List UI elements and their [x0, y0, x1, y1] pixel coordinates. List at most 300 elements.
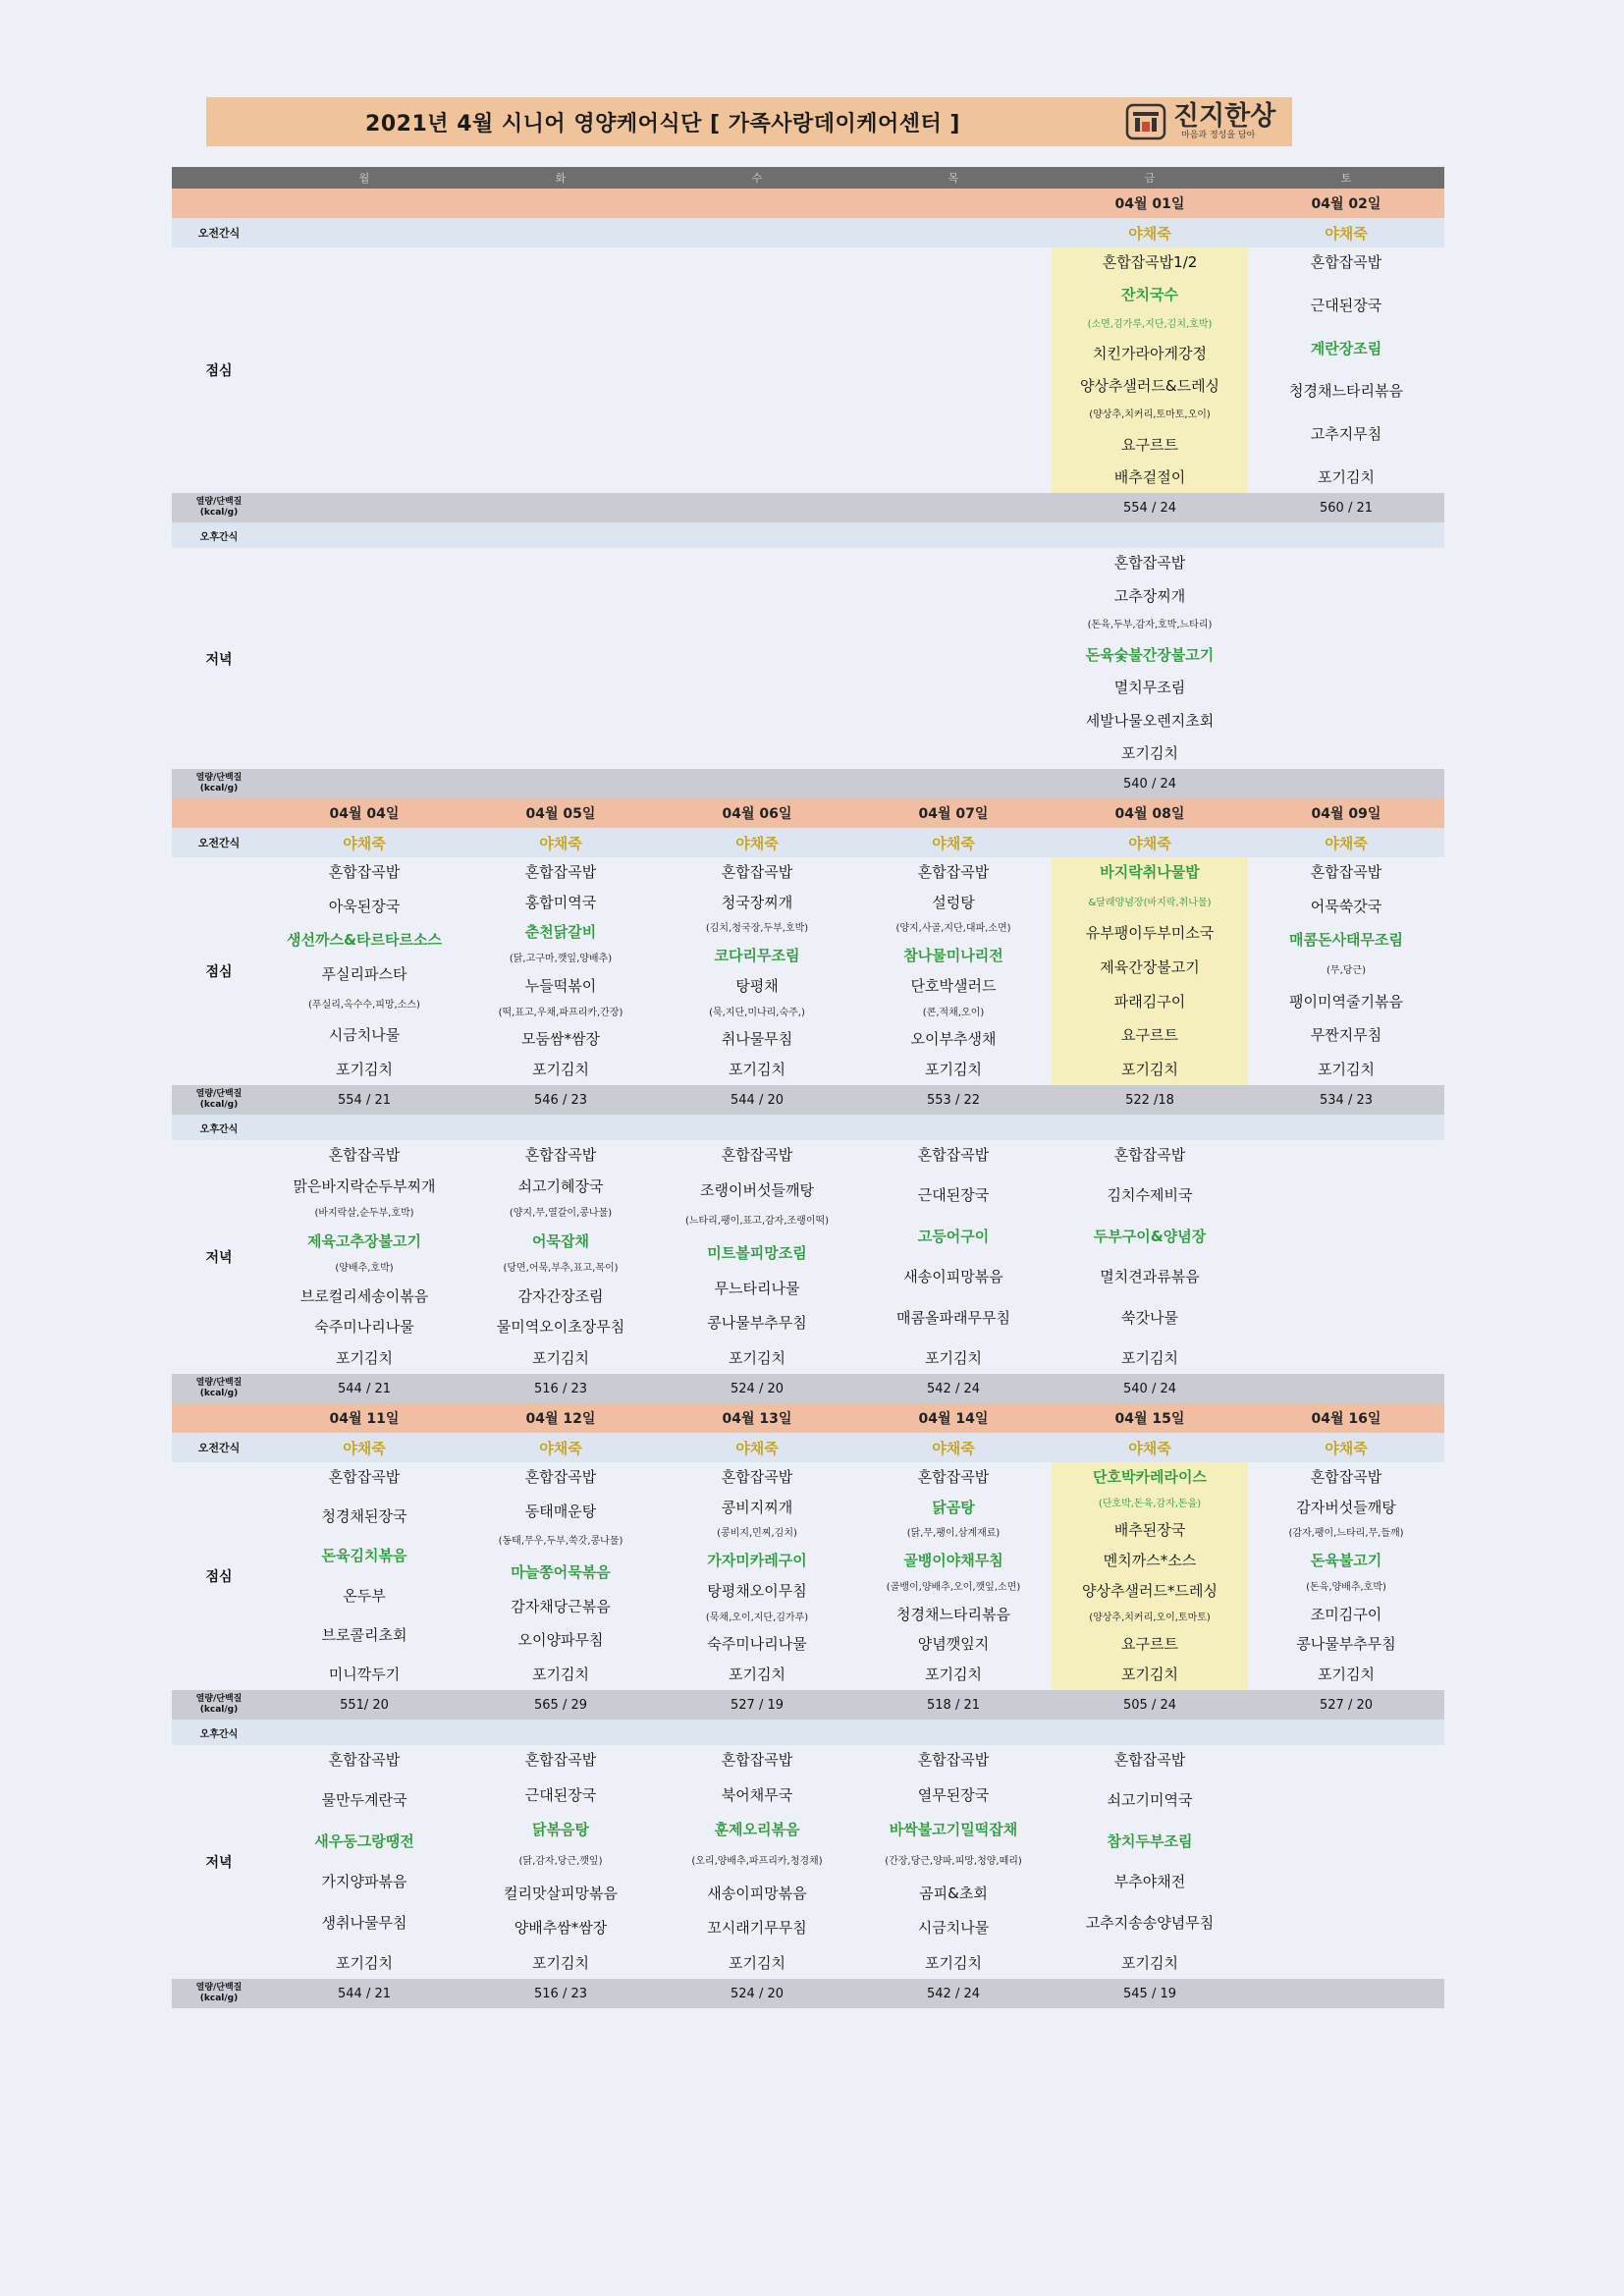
menu-item: 혼합잡곡밥	[917, 1751, 990, 1769]
menu-item: 생취나물무침	[321, 1913, 407, 1932]
dinner-menu	[266, 548, 462, 769]
kcal-cell: 516 / 23	[462, 1374, 659, 1403]
menu-item: 두부구이&양념장	[1093, 1227, 1207, 1245]
menu-item: 멘치까스*소스	[1103, 1552, 1197, 1570]
menu-item: 코다리무조림	[714, 947, 800, 965]
menu-item: 계란장조림	[1310, 339, 1382, 357]
kcal-cell	[855, 769, 1052, 798]
am-snack-cell	[855, 218, 1052, 247]
menu-item: 혼합잡곡밥	[721, 1751, 793, 1769]
pm-snack-cell	[1052, 522, 1248, 548]
menu-item: 북어채무국	[721, 1785, 793, 1804]
dinner-cell	[462, 548, 659, 769]
date-cell	[659, 189, 855, 218]
lunch-cell	[855, 1462, 1052, 1690]
menu-item: 가자미카레구이	[707, 1552, 807, 1570]
date-row	[172, 798, 1444, 828]
kcal-label	[172, 493, 266, 522]
lunch-cell	[462, 247, 659, 493]
kcal-cell: 518 / 21	[855, 1690, 1052, 1720]
menu-item: 바싹불고기밀떡잡채	[889, 1821, 1018, 1839]
lunch-cell	[266, 1462, 462, 1690]
lunch-row	[172, 1462, 1444, 1690]
lunch-row	[172, 247, 1444, 493]
kcal-label-line2: (kcal/g)	[199, 784, 239, 793]
kcal-cell: 540 / 24	[1052, 1374, 1248, 1403]
menu-item: 매콤올파래무무침	[896, 1308, 1010, 1327]
menu-item: 멸치무조림	[1113, 679, 1186, 696]
logo	[1114, 97, 1292, 146]
pm-snack-cell	[266, 1720, 462, 1745]
lunch-cell	[1248, 1462, 1444, 1690]
menu-item: 물미역오이초장무침	[496, 1318, 625, 1337]
menu-item: 시금치나물	[917, 1919, 990, 1938]
kcal-cell	[855, 493, 1052, 522]
menu-item: 탕평채	[735, 976, 779, 995]
menu-item: 새송이피망볶음	[707, 1884, 807, 1902]
pm-snack-cell	[266, 1115, 462, 1140]
lunch-menu	[1248, 247, 1444, 493]
menu-item: (묵,지단,미나리,숙주,)	[709, 1007, 805, 1018]
menu-item: 쇠고기혜장국	[517, 1176, 604, 1195]
weekday-3: 목	[855, 167, 1052, 189]
menu-item: (양지,무,열갈이,콩나물)	[509, 1208, 613, 1220]
menu-item: 배추겉절이	[1113, 467, 1186, 486]
lunch-menu	[462, 857, 659, 1085]
dinner-label: 저녁	[205, 1250, 233, 1266]
kcal-cell: 542 / 24	[855, 1979, 1052, 2008]
dinner-menu	[462, 1745, 659, 1979]
dinner-menu	[659, 548, 855, 769]
lunch-menu	[1052, 1462, 1248, 1690]
lunch-menu	[855, 247, 1052, 493]
date-cell: 04월 09일	[1248, 798, 1444, 828]
menu-item: 돈육김치볶음	[321, 1547, 407, 1565]
menu-item: 제육간장불고기	[1100, 957, 1200, 976]
weekday-5: 토	[1248, 167, 1444, 189]
kcal-label-line1: 열량/단백질	[195, 773, 243, 783]
menu-item: 고추지송송양념무침	[1085, 1913, 1215, 1932]
menu-item: (떡,표고,우채,파프리카,간장)	[498, 1007, 623, 1018]
menu-item: 포기김치	[532, 1953, 589, 1972]
date-cell: 04월 15일	[1052, 1403, 1248, 1433]
menu-item: 곰피&초회	[919, 1884, 988, 1902]
menu-item: 양배추쌈*쌈장	[514, 1919, 608, 1938]
kcal-cell: 524 / 20	[659, 1979, 855, 2008]
dinner-menu	[1248, 548, 1444, 769]
dinner-cell	[266, 1140, 462, 1374]
date-blank	[172, 189, 266, 218]
kcal-cell: 554 / 24	[1052, 493, 1248, 522]
menu-item: 포기김치	[1121, 1953, 1178, 1972]
menu-item: 콩비지찌개	[721, 1498, 793, 1516]
menu-item: 오이부추생채	[910, 1030, 997, 1049]
menu-item: 누들떡볶이	[524, 976, 597, 995]
kcal-cell	[462, 769, 659, 798]
lunch-cell	[266, 247, 462, 493]
menu-item: 혼합잡곡밥	[524, 1751, 597, 1769]
menu-item: 부추야채전	[1113, 1873, 1186, 1891]
lunch-cell	[1248, 857, 1444, 1085]
menu-item: (동태,무우,두부,쑥갓,콩나물)	[498, 1536, 623, 1548]
menu-item: 혼합잡곡밥	[328, 1751, 401, 1769]
lunch-menu	[462, 247, 659, 493]
menu-item: 감자채당근볶음	[511, 1597, 611, 1615]
kcal-label	[172, 1979, 266, 2008]
menu-item: &달래양념장(바지락,취나물)	[1088, 897, 1212, 908]
menu-item: 고추지무침	[1310, 425, 1382, 444]
lunch-kcal-row	[172, 493, 1444, 522]
date-cell	[462, 189, 659, 218]
dinner-label: 저녁	[205, 651, 233, 668]
kcal-label	[172, 1374, 266, 1403]
date-cell: 04월 05일	[462, 798, 659, 828]
pm-snack-cell	[855, 1720, 1052, 1745]
dinner-menu	[659, 1745, 855, 1979]
menu-item: (김치,청국장,두부,호박)	[705, 923, 809, 935]
menu-item: 멸치견과류볶음	[1100, 1268, 1200, 1286]
am-snack-row	[172, 218, 1444, 247]
kcal-label	[172, 1690, 266, 1720]
pm-snack-cell	[1052, 1720, 1248, 1745]
lunch-cell	[1052, 857, 1248, 1085]
lunch-kcal-row	[172, 1085, 1444, 1115]
date-cell: 04월 14일	[855, 1403, 1052, 1433]
menu-item: (양배추,호박)	[335, 1263, 394, 1275]
dinner-menu	[462, 548, 659, 769]
menu-item: 혼합잡곡밥	[328, 1146, 401, 1164]
menu-item: (당면,어묵,부추,표고,목이)	[503, 1263, 619, 1275]
dinner-cell	[659, 1745, 855, 1979]
am-snack-label: 오전간식	[172, 218, 266, 247]
menu-item: 혼합잡곡밥	[1113, 1751, 1186, 1769]
pm-snack-cell	[659, 522, 855, 548]
menu-item: 포기김치	[1121, 1060, 1178, 1078]
menu-item: 모둠쌈*쌈장	[521, 1030, 600, 1049]
menu-item: 포기김치	[729, 1665, 785, 1683]
lunch-menu	[266, 247, 462, 493]
menu-item: (오리,양배추,파프리카,청경채)	[691, 1855, 823, 1867]
menu-item: 무느타리나물	[714, 1279, 800, 1297]
menu-item: 포기김치	[925, 1665, 982, 1683]
kcal-cell: 551/ 20	[266, 1690, 462, 1720]
pm-snack-row	[172, 522, 1444, 548]
dinner-row	[172, 1140, 1444, 1374]
dinner-cell	[855, 1140, 1052, 1374]
kcal-cell: 522 /18	[1052, 1085, 1248, 1115]
menu-item: 포기김치	[729, 1953, 785, 1972]
menu-item: 설렁탕	[932, 893, 975, 911]
menu-item: 혼합잡곡밥	[1113, 1146, 1186, 1164]
menu-item: 감자간장조림	[517, 1286, 604, 1305]
dinner-label: 저녁	[205, 1855, 233, 1871]
lunch-menu	[659, 1462, 855, 1690]
dinner-cell	[855, 1745, 1052, 1979]
pm-snack-cell	[1052, 1115, 1248, 1140]
lunch-cell	[1052, 1462, 1248, 1690]
menu-item: 춘천닭갈비	[524, 923, 597, 942]
menu-item: 돈육불고기	[1310, 1552, 1382, 1570]
kcal-cell	[1248, 1374, 1444, 1403]
kcal-label	[172, 1085, 266, 1115]
dinner-menu	[462, 1140, 659, 1374]
menu-item: 포기김치	[532, 1348, 589, 1367]
pm-snack-cell	[855, 1115, 1052, 1140]
menu-item: (간장,당근,양파,피망,청양,떼리)	[885, 1855, 1022, 1867]
dinner-cell	[1052, 1745, 1248, 1979]
menu-item: 양상추샐러드*드레싱	[1082, 1581, 1218, 1600]
page-title: 2021년 4월 시니어 영양케어식단 [ 가족사랑데이케어센터 ]	[365, 111, 960, 137]
menu-item: 포기김치	[532, 1665, 589, 1683]
kcal-cell: 542 / 24	[855, 1374, 1052, 1403]
menu-item: 배추된장국	[1113, 1521, 1186, 1540]
dinner-row	[172, 1745, 1444, 1979]
menu-item: 근대된장국	[524, 1785, 597, 1804]
kcal-cell	[1248, 769, 1444, 798]
dinner-cell	[1248, 548, 1444, 769]
kcal-cell: 545 / 19	[1052, 1979, 1248, 2008]
menu-item: 포기김치	[1121, 1665, 1178, 1683]
kcal-cell	[1248, 1979, 1444, 2008]
am-snack-cell: 야채죽	[462, 828, 659, 857]
date-cell: 04월 13일	[659, 1403, 855, 1433]
logo-text: 진지한상	[1173, 100, 1276, 132]
menu-item: 새송이피망볶음	[903, 1268, 1003, 1286]
menu-item: 참나물미나리전	[903, 947, 1003, 965]
menu-item: 포기김치	[1318, 1060, 1375, 1078]
kcal-cell: 544 / 21	[266, 1374, 462, 1403]
lunch-row	[172, 857, 1444, 1085]
dinner-cell	[855, 548, 1052, 769]
weekday-0: 월	[266, 167, 462, 189]
kcal-cell: 534 / 23	[1248, 1085, 1444, 1115]
menu-item: 근대된장국	[1310, 296, 1382, 314]
lunch-menu	[855, 857, 1052, 1085]
menu-item: 훈제오리볶음	[714, 1821, 800, 1839]
pm-snack-label: 오후간식	[172, 1115, 266, 1140]
am-snack-cell: 야채죽	[462, 1433, 659, 1462]
menu-item: 혼합잡곡밥	[917, 863, 990, 881]
menu-item: 혼합잡곡밥	[917, 1468, 990, 1486]
kcal-cell: 544 / 21	[266, 1979, 462, 2008]
dinner-cell	[1052, 1140, 1248, 1374]
menu-item: (양상추,치커리,오이,토마토)	[1089, 1612, 1211, 1623]
menu-item: 숙주미나리나물	[707, 1635, 807, 1654]
menu-item: 근대된장국	[917, 1186, 990, 1205]
menu-item: 포기김치	[925, 1953, 982, 1972]
dinner-menu	[1248, 1745, 1444, 1979]
pm-snack-cell	[462, 522, 659, 548]
weekday-4: 금	[1052, 167, 1248, 189]
menu-item: (묵채,오이,지단,김가루)	[705, 1612, 809, 1623]
am-snack-cell: 야채죽	[659, 1433, 855, 1462]
menu-item: 고등어구이	[917, 1227, 990, 1245]
menu-item: 콩나물부추무침	[707, 1314, 807, 1333]
am-snack-cell: 야채죽	[855, 1433, 1052, 1462]
menu-item: 제육고추장불고기	[307, 1231, 421, 1250]
am-snack-cell	[462, 218, 659, 247]
dinner-menu	[855, 1745, 1052, 1979]
menu-item: 파래김구이	[1113, 992, 1186, 1011]
lunch-cell	[659, 247, 855, 493]
weekday-1: 화	[462, 167, 659, 189]
kcal-label-line1: 열량/단백질	[195, 1378, 243, 1388]
dinner-kcal-row	[172, 769, 1444, 798]
menu-item: 포기김치	[1121, 744, 1178, 762]
date-row	[172, 189, 1444, 218]
menu-item: 청국장찌개	[721, 893, 793, 911]
dinner-menu	[855, 1140, 1052, 1374]
menu-item: 브로컬리세송이볶음	[299, 1286, 429, 1305]
lunch-cell	[462, 857, 659, 1085]
date-row	[172, 1403, 1444, 1433]
kcal-cell: 516 / 23	[462, 1979, 659, 2008]
am-snack-cell	[659, 218, 855, 247]
lunch-label: 점심	[205, 1569, 233, 1585]
kcal-cell: 527 / 19	[659, 1690, 855, 1720]
menu-item: 단호박카레라이스	[1093, 1468, 1207, 1486]
lunch-cell	[1248, 247, 1444, 493]
menu-item: 포기김치	[336, 1953, 393, 1972]
kcal-cell: 553 / 22	[855, 1085, 1052, 1115]
menu-item: (골뱅이,양배추,오이,깻잎,소면)	[886, 1581, 1021, 1593]
kcal-label-line1: 열량/단백질	[195, 497, 243, 507]
menu-item: 요구르트	[1121, 1026, 1178, 1045]
lunch-menu	[1248, 1462, 1444, 1690]
menu-item: 혼합잡곡밥	[1310, 253, 1382, 271]
dinner-cell	[1248, 1745, 1444, 1979]
am-snack-cell: 야채죽	[266, 828, 462, 857]
pm-snack-row	[172, 1115, 1444, 1140]
logo-table-icon	[1124, 102, 1167, 141]
kcal-cell: 544 / 20	[659, 1085, 855, 1115]
menu-item: 시금치나물	[328, 1026, 401, 1045]
dinner-cell	[659, 1140, 855, 1374]
date-cell: 04월 07일	[855, 798, 1052, 828]
lunch-cell	[1052, 247, 1248, 493]
menu-item: 매콤돈사태무조림	[1289, 931, 1403, 950]
lunch-menu	[266, 857, 462, 1085]
date-cell: 04월 01일	[1052, 189, 1248, 218]
am-snack-cell: 야채죽	[1248, 1433, 1444, 1462]
menu-item: 고추장찌개	[1113, 586, 1186, 605]
menu-item: (돈육,양배추,호박)	[1306, 1581, 1386, 1593]
menu-item: 포기김치	[336, 1060, 393, 1078]
kcal-cell: 505 / 24	[1052, 1690, 1248, 1720]
menu-item: 탕평채오이무침	[707, 1581, 807, 1600]
menu-item: 혼합잡곡밥	[1310, 863, 1382, 881]
dinner-menu	[659, 1140, 855, 1374]
weekday-2: 수	[659, 167, 855, 189]
pm-snack-label: 오후간식	[172, 522, 266, 548]
lunch-menu	[855, 1462, 1052, 1690]
weekday-blank	[172, 167, 266, 189]
am-snack-label: 오전간식	[172, 1433, 266, 1462]
kcal-cell: 540 / 24	[1052, 769, 1248, 798]
date-cell	[855, 189, 1052, 218]
menu-item: 포기김치	[729, 1348, 785, 1367]
pm-snack-cell	[659, 1720, 855, 1745]
menu-item: 조랭이버섯들깨탕	[700, 1180, 814, 1199]
am-snack-cell: 야채죽	[659, 828, 855, 857]
menu-item: 마늘쫑어묵볶음	[511, 1562, 611, 1581]
am-snack-cell: 야채죽	[1052, 218, 1248, 247]
menu-item: 세발나물오렌지초회	[1085, 711, 1215, 730]
lunch-cell	[266, 857, 462, 1085]
date-cell: 04월 08일	[1052, 798, 1248, 828]
date-cell: 04월 12일	[462, 1403, 659, 1433]
menu-item: 단호박샐러드	[910, 976, 997, 995]
menu-item: 팽이미역줄기볶음	[1289, 992, 1403, 1011]
dinner-cell	[462, 1140, 659, 1374]
menu-item: (양상추,치커리,토마토,오이)	[1089, 410, 1211, 421]
dinner-kcal-row	[172, 1374, 1444, 1403]
am-snack-cell: 야채죽	[1248, 828, 1444, 857]
kcal-label-line1: 열량/단백질	[195, 1694, 243, 1704]
menu-item: 쇠고기미역국	[1107, 1791, 1193, 1810]
menu-item: 유부팽이두부미소국	[1085, 924, 1215, 943]
menu-item: 김치수제비국	[1107, 1186, 1193, 1205]
menu-table	[172, 167, 1444, 2008]
dinner-cell	[266, 1745, 462, 1979]
menu-item: 골뱅이야채무침	[903, 1552, 1003, 1570]
title-bar	[206, 97, 1292, 146]
lunch-menu	[266, 1462, 462, 1690]
kcal-label-line2: (kcal/g)	[199, 1389, 239, 1398]
lunch-kcal-row	[172, 1690, 1444, 1720]
pm-snack-cell	[462, 1115, 659, 1140]
menu-item: 어묵잡채	[532, 1231, 589, 1250]
pm-snack-label: 오후간식	[172, 1720, 266, 1745]
menu-item: 포기김치	[1318, 467, 1375, 486]
menu-item: 생선까스&타르타르소스	[287, 931, 442, 950]
menu-item: (바지락살,순두부,호박)	[314, 1208, 414, 1220]
menu-item: 요구르트	[1121, 435, 1178, 454]
kcal-label-line1: 열량/단백질	[195, 1983, 243, 1993]
menu-item: 브로콜리초회	[321, 1625, 407, 1644]
menu-item: 푸실리파스타	[321, 964, 407, 983]
menu-item: 취나물무침	[721, 1030, 793, 1049]
am-snack-cell: 야채죽	[855, 828, 1052, 857]
kcal-cell: 524 / 20	[659, 1374, 855, 1403]
menu-item: 포기김치	[1121, 1348, 1178, 1367]
lunch-cell	[855, 247, 1052, 493]
lunch-menu	[1248, 857, 1444, 1085]
date-blank	[172, 798, 266, 828]
date-cell	[266, 189, 462, 218]
menu-item: 혼합잡곡밥	[524, 1146, 597, 1164]
kcal-label-line1: 열량/단백질	[195, 1089, 243, 1099]
pm-snack-cell	[1248, 1115, 1444, 1140]
menu-item: 혼합잡곡밥	[1113, 554, 1186, 572]
date-cell: 04월 06일	[659, 798, 855, 828]
am-snack-cell: 야채죽	[266, 1433, 462, 1462]
dinner-menu	[266, 1140, 462, 1374]
dinner-cell	[266, 548, 462, 769]
pm-snack-cell	[659, 1115, 855, 1140]
date-cell: 04월 02일	[1248, 189, 1444, 218]
lunch-cell	[855, 857, 1052, 1085]
kcal-label-line2: (kcal/g)	[199, 508, 239, 518]
menu-item: 청경채느타리볶음	[1289, 382, 1403, 401]
date-blank	[172, 1403, 266, 1433]
menu-item: 혼합잡곡밥1/2	[1102, 253, 1198, 271]
menu-item: 콩나물부추무침	[1296, 1635, 1396, 1654]
dinner-kcal-row	[172, 1979, 1444, 2008]
pm-snack-cell	[1248, 522, 1444, 548]
menu-item: (무,당근)	[1326, 964, 1366, 976]
menu-item: (콘,적채,오이)	[922, 1007, 985, 1018]
